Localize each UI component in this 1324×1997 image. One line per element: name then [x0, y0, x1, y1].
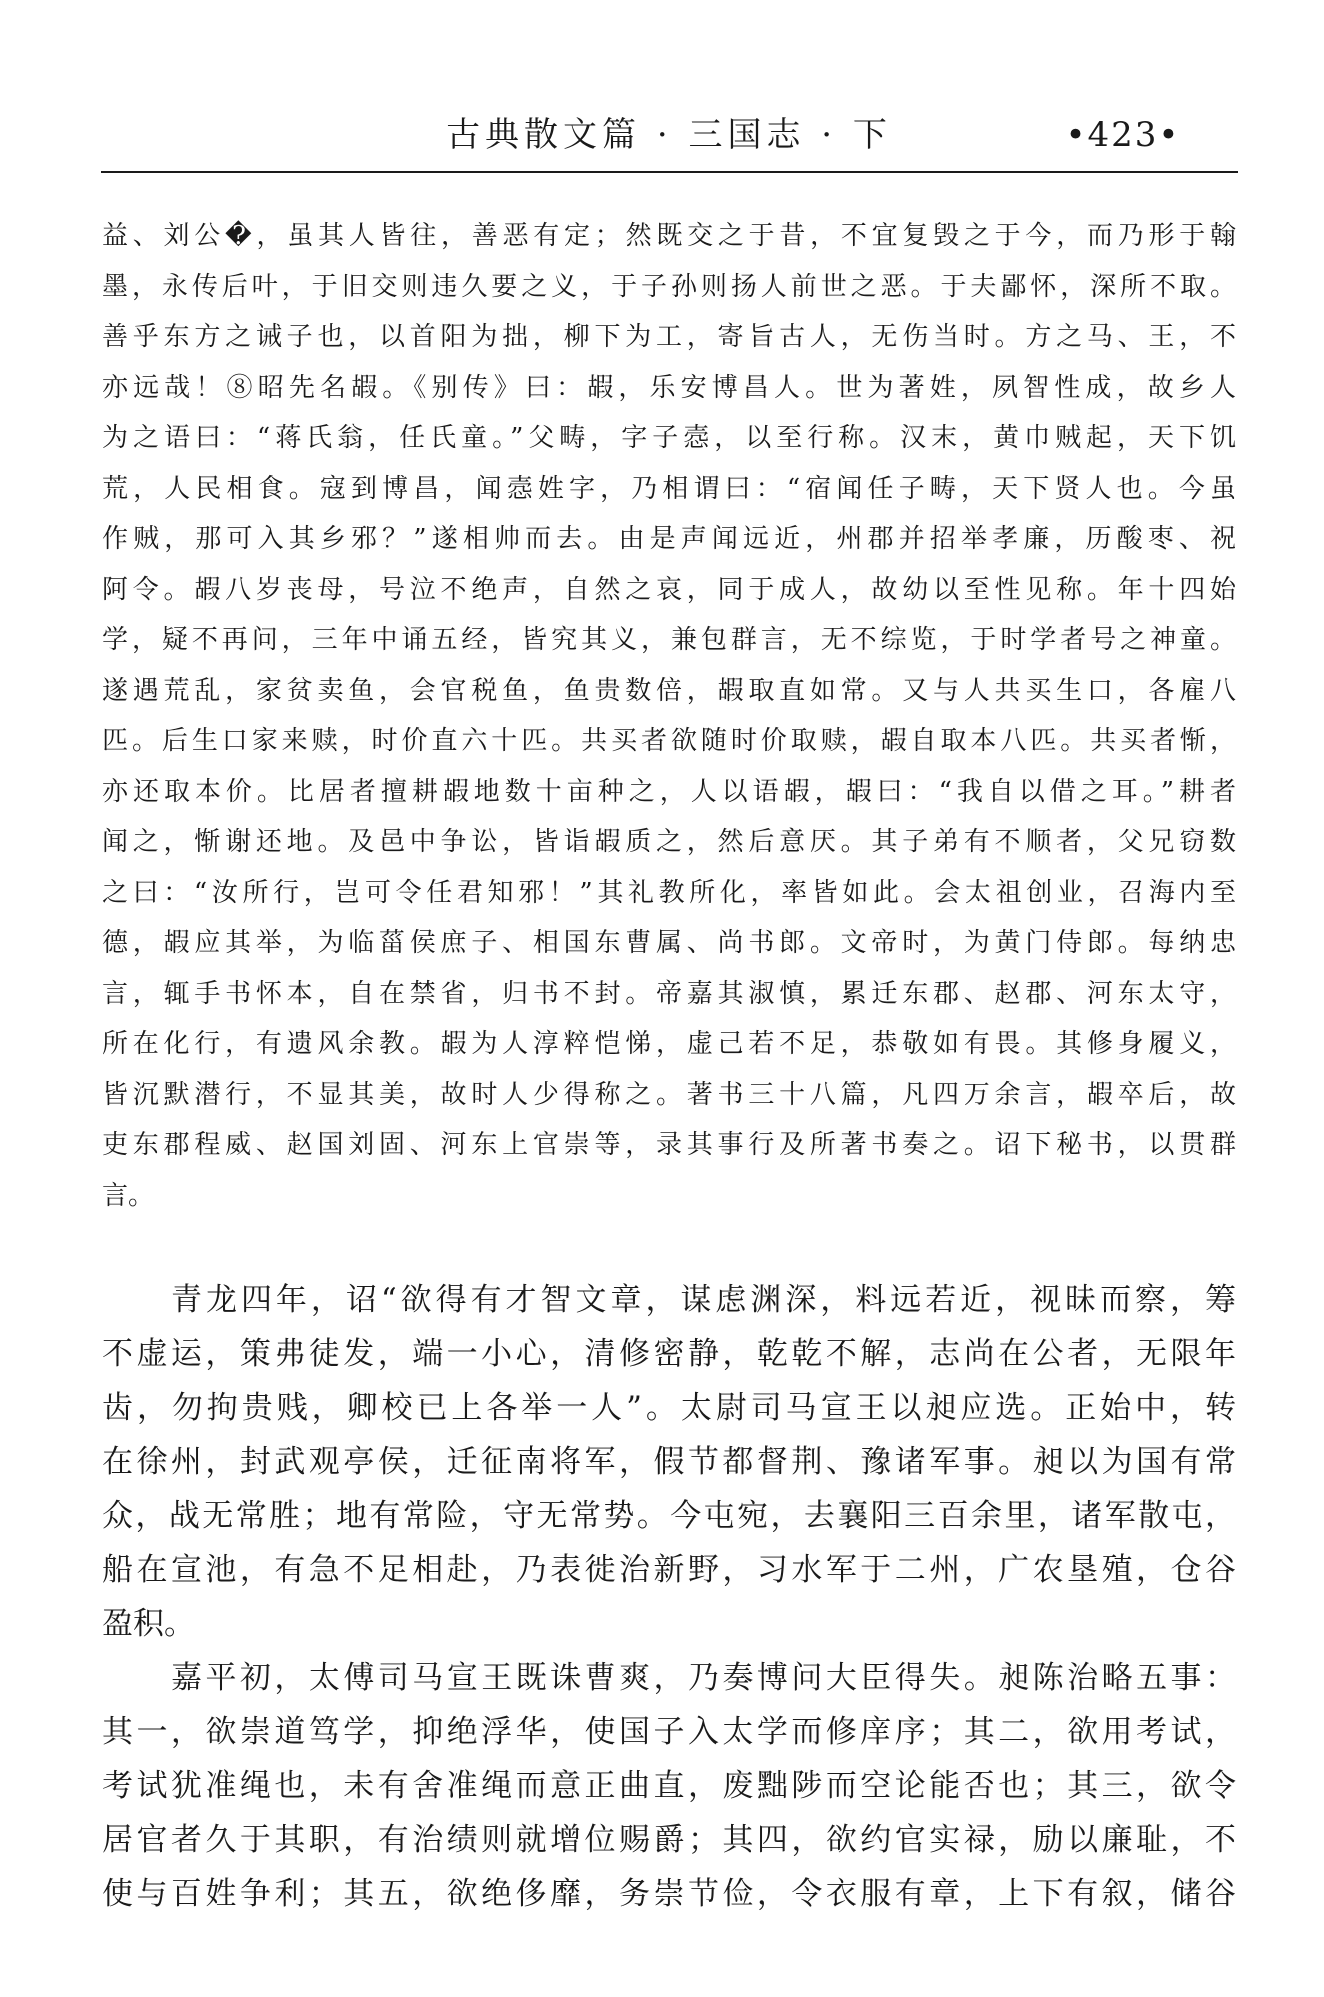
- paragraph-line: 其一，欲崇道笃学，抑绝浮华，使国子入太学而修庠序；其二，欲用考试，: [102, 1714, 1236, 1750]
- paragraph-line: 盈积。: [102, 1606, 195, 1642]
- paragraph-line: 在徐州，封武观亭侯，迁征南将军，假节都督荆、豫诸军事。昶以为国有常: [102, 1444, 1236, 1480]
- note-line: 作贼，那可入其乡邪？”遂相帅而去。由是声闻远近，州郡并招举孝廉，历酸枣、祝: [102, 524, 1236, 554]
- note-line: 言，辄手书怀本，自在禁省，归书不封。帝嘉其淑慎，累迁东郡、赵郡、河东太守，: [102, 978, 1236, 1009]
- note-line: 荒，人民相食。寇到博昌，闻悫姓字，乃相谓曰：“宿闻任子畴，天下贤人也。今虽: [102, 473, 1236, 504]
- main-text: [102, 1273, 1236, 1921]
- paragraph-line: 众，战无常胜；地有常险，守无常势。今屯宛，去襄阳三百余里，诸军散屯，: [102, 1498, 1236, 1534]
- note-line: 言。: [102, 1180, 155, 1211]
- note-line: 遂遇荒乱，家贫卖鱼，会官税鱼，鱼贵数倍，嘏取直如常。又与人共买生口，各雇八: [102, 675, 1236, 706]
- note-line: 善乎东方之诫子也，以首阳为拙，柳下为工，寄旨古人，无伤当时。方之马、王，不: [102, 322, 1236, 352]
- note-line: 为之语曰：“蒋氏翁，任氏童。”父畴，字子悫，以至行称。汉末，黄巾贼起，天下饥: [102, 423, 1236, 453]
- page-number: •423•: [1065, 115, 1181, 155]
- paragraph: [102, 1273, 1236, 1651]
- paragraph-line: 青龙四年，诏“欲得有才智文章，谋虑渊深，料远若近，视昧而察，筹: [171, 1282, 1236, 1318]
- running-header-title: 古典散文篇 · 三国志 · 下: [446, 115, 892, 155]
- note-line: 闻之，惭谢还地。及邑中争讼，皆诣嘏质之，然后意厌。其子弟有不顺者，父兄窃数: [102, 827, 1236, 857]
- note-line: 阿令。嘏八岁丧母，号泣不绝声，自然之哀，同于成人，故幼以至性见称。年十四始: [102, 574, 1236, 605]
- paragraph-line: 嘉平初，太傅司马宣王既诛曹爽，乃奏博问大臣得失。昶陈治略五事：: [171, 1660, 1236, 1696]
- header-rule: [101, 171, 1238, 173]
- note-line: 之曰：“汝所行，岂可令任君知邪！”其礼教所化，率皆如此。会太祖创业，召海内至: [102, 877, 1236, 908]
- paragraph: [102, 1651, 1236, 1921]
- note-line: 墨，永传后叶，于旧交则违久要之义，于子孙则扬人前世之恶。于夫鄙怀，深所不取。: [102, 271, 1236, 302]
- paragraph-line: 齿，勿拘贵贱，卿校已上各举一人”。太尉司马宣王以昶应选。正始中，转: [102, 1390, 1236, 1426]
- note-line: 吏东郡程威、赵国刘固、河东上官崇等，录其事行及所著书奏之。诏下秘书，以贯群: [102, 1130, 1236, 1160]
- note-line: 学，疑不再问，三年中诵五经，皆究其义，兼包群言，无不综览，于时学者号之神童。: [102, 625, 1236, 655]
- note-line: 匹。后生口家来赎，时价直六十匹。共买者欲随时价取赎，嘏自取本八匹。共买者惭，: [102, 726, 1236, 756]
- note-line: 益、刘公�，虽其人皆往，善恶有定；然既交之于昔，不宜复毁之于今，而乃形于翰: [102, 221, 1236, 251]
- paragraph-line: 船在宣池，有急不足相赴，乃表徙治新野，习水军于二州，广农垦殖，仓谷: [102, 1552, 1236, 1588]
- running-header: [102, 112, 1236, 158]
- note-line: 亦远哉！⑧昭先名嘏。《别传》曰：嘏，乐安博昌人。世为著姓，夙智性成，故乡人: [102, 372, 1236, 403]
- paragraph-line: 不虚运，策弗徒发，端一小心，清修密静，乾乾不解，志尚在公者，无限年: [102, 1336, 1236, 1372]
- paragraph-line: 考试犹准绳也，未有舍准绳而意正曲直，废黜陟而空论能否也；其三，欲令: [102, 1768, 1236, 1804]
- paragraph-line: 使与百姓争利；其五，欲绝侈靡，务崇节俭，令衣服有章，上下有叙，储谷: [102, 1876, 1236, 1912]
- note-line: 皆沉默潜行，不显其美，故时人少得称之。著书三十八篇，凡四万余言，嘏卒后，故: [102, 1079, 1236, 1110]
- note-line: 德，嘏应其举，为临菑侯庶子、相国东曹属、尚书郎。文帝时，为黄门侍郎。每纳忠: [102, 928, 1236, 958]
- note-line: 所在化行，有遗风余教。嘏为人淳粹恺悌，虚己若不足，恭敬如有畏。其修身履义，: [102, 1029, 1236, 1059]
- paragraph-line: 居官者久于其职，有治绩则就增位赐爵；其四，欲约官实禄，励以廉耻，不: [102, 1822, 1236, 1858]
- note-line: 亦还取本价。比居者擅耕嘏地数十亩种之，人以语嘏，嘏曰：“我自以借之耳。”耕者: [102, 776, 1236, 807]
- annotation-notes: [102, 211, 1236, 1221]
